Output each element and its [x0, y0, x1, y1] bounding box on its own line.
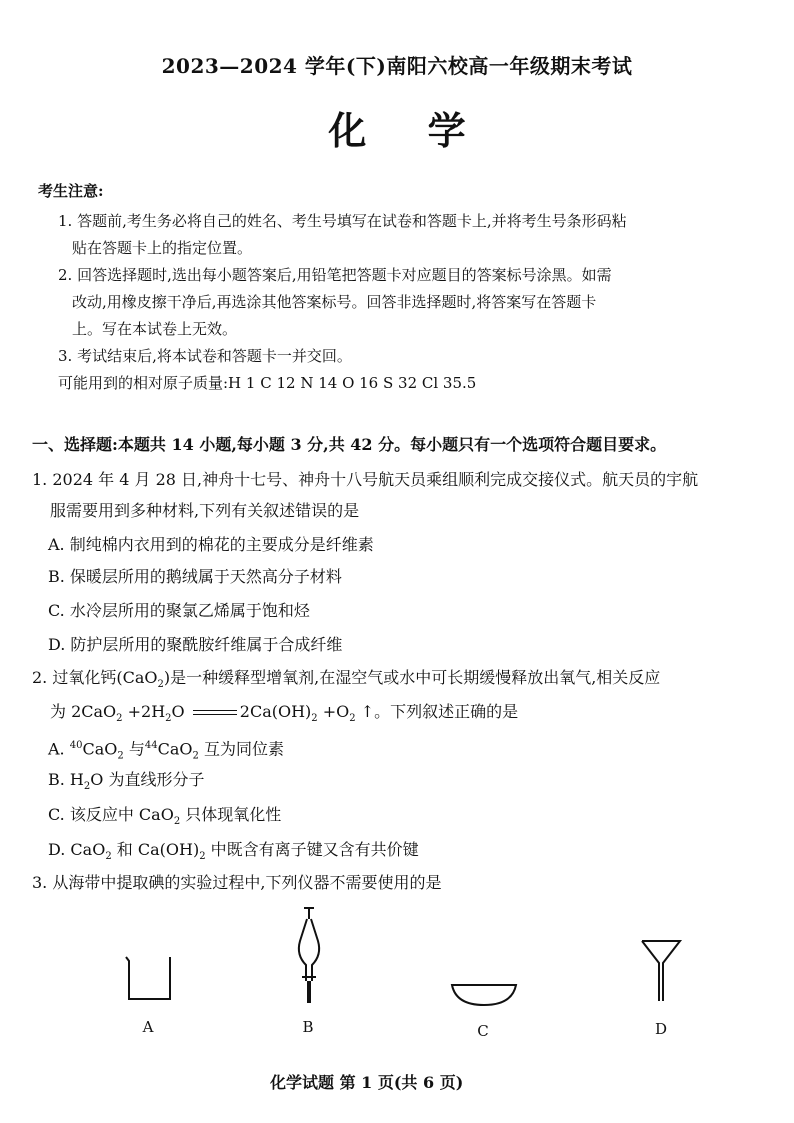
exam-title: 2023—2024 学年(下)南阳六校高一年级期末考试 [161, 54, 633, 78]
q2-option-c: C. 该反应中 CaO$_2$ 只体现氧化性 [48, 805, 282, 828]
notice-line-1: 1. 答题前,考生务必将自己的姓名、考生号填写在试卷和答题卡上,并将考生号条形码粘 [58, 212, 627, 230]
q1-option-c: C. 水冷层所用的聚氯乙烯属于饱和烃 [48, 601, 310, 620]
apparatus-label-b: B [302, 1018, 314, 1036]
notice-line-3: 2. 回答选择题时,选出每小题答案后,用铅笔把答题卡对应题目的答案标号涂黑。如需 [58, 266, 612, 284]
q2-option-d: D. CaO$_2$ 和 $Ca(OH)_2$ 中既含有离子键又含有共价键 [48, 840, 419, 863]
q2-option-a: A. $^{40}$CaO$_2$ 与$^{44}$CaO$_2$ 互为同位素 [48, 739, 284, 762]
page-footer: 化学试题 第 1 页(共 6 页) [270, 1073, 464, 1092]
separatory-funnel-icon [290, 905, 330, 1005]
beaker-icon [118, 945, 178, 1005]
q1-option-d: D. 防护层所用的聚酰胺纤维属于合成纤维 [48, 635, 343, 654]
notice-line-2: 贴在答题卡上的指定位置。 [72, 239, 253, 257]
q2-equation: 为 $2CaO_2 +2H_2O$ $2Ca(OH)_2 +O_2$ ↑。下列叙述正确的是 [50, 702, 519, 725]
notice-line-5: 上。写在本试卷上无效。 [72, 320, 238, 338]
apparatus-label-c: C [477, 1022, 489, 1040]
evaporating-dish-icon [448, 975, 520, 1011]
q1-stem-2: 服需要用到多种材料,下列有关叙述错误的是 [50, 501, 360, 520]
notice-line-4: 改动,用橡皮擦干净后,再选涂其他答案标号。回答非选择题时,将答案写在答题卡 [72, 293, 597, 311]
q1-option-b: B. 保暖层所用的鹅绒属于天然高分子材料 [48, 567, 342, 586]
atomic-mass-line: 可能用到的相对原子质量:H 1 C 12 N 14 O 16 S 32 Cl 35.5 [58, 374, 477, 392]
q1-option-a: A. 制纯棉内衣用到的棉花的主要成分是纤维素 [48, 535, 374, 554]
notice-heading: 考生注意: [38, 182, 104, 200]
apparatus-label-d: D [654, 1020, 668, 1038]
apparatus-label-a: A [142, 1018, 154, 1036]
q2-option-b: B. $H_2O$ 为直线形分子 [48, 770, 205, 793]
subject-title: 化 学 [328, 108, 490, 153]
funnel-icon [636, 935, 686, 1005]
section-heading: 一、选择题:本题共 14 小题,每小题 3 分,共 42 分。每小题只有一个选项符合题目要求。 [32, 435, 667, 454]
q2-stem-1: 2. 过氧化钙(CaO$_2$)是一种缓释型增氧剂,在湿空气或水中可长期缓慢释放出氧气,相关反应 [32, 668, 661, 691]
q1-stem-1: 1. 2024 年 4 月 28 日,神舟十七号、神舟十八号航天员乘组顺利完成交接仪式。航天员的宇航 [32, 470, 699, 489]
q3-stem: 3. 从海带中提取碘的实验过程中,下列仪器不需要使用的是 [32, 873, 442, 892]
notice-line-6: 3. 考试结束后,将本试卷和答题卡一并交回。 [58, 347, 352, 365]
